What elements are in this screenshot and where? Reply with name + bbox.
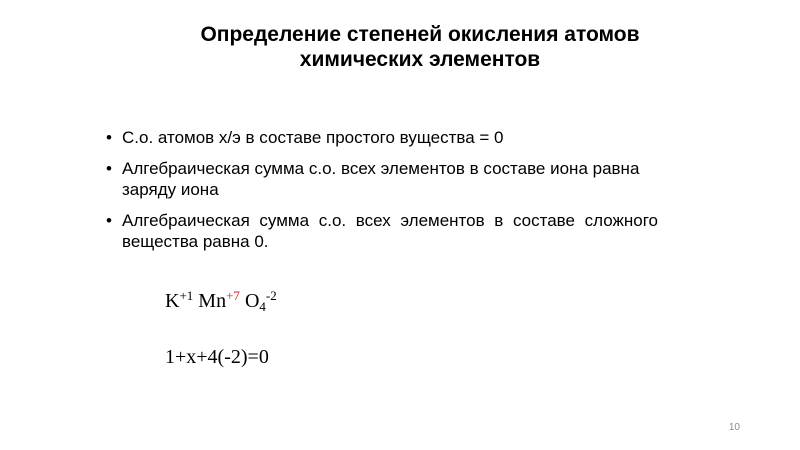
bullet-item [106,158,658,200]
page-number: 10 [728,422,740,433]
element-mn: Mn [198,290,227,312]
bullet-text: Алгебраическая сумма с.о. всех элементов в составе иона равна заряду иона [122,159,640,199]
subscript-o: 4 [259,299,266,314]
element-o: O [244,290,260,312]
oxidation-state-mn: +7 [226,288,240,303]
element-k: K [165,290,180,312]
bullet-text: С.о. атомов х/э в составе простого вущества = 0 [122,128,504,147]
title-line-1: Определение степеней окисления атомов [200,23,640,46]
oxidation-state-k: +1 [179,288,194,303]
bullet-item [106,127,658,148]
bullet-dot: • [106,128,112,147]
bullet-item [106,210,658,252]
equation: 1+x+4(-2)=0 [165,346,269,368]
bullet-dot: • [106,211,112,230]
bullet-text: Алгебраическая сумма с.о. всех элементов в составе сложного вещества равна 0. [122,211,658,251]
title-line-2: химических элементов [299,48,541,71]
bullet-dot: • [106,159,112,178]
oxidation-state-o: -2 [265,288,277,303]
bullet-list [106,127,658,262]
slide-title [150,22,690,72]
formula-kmno4 [165,290,277,313]
